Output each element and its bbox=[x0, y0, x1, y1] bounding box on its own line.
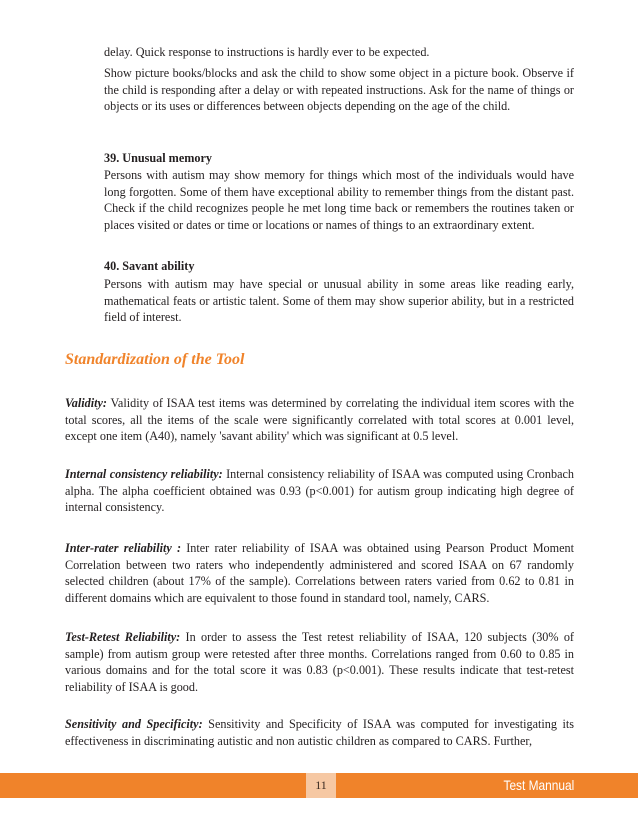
sensitivity-paragraph bbox=[65, 716, 574, 749]
internal-consistency-term: Internal consistency reliability: bbox=[65, 467, 223, 481]
continuation-line: delay. Quick response to instructions is hardly ever to be expected. bbox=[104, 45, 430, 59]
internal-consistency-paragraph bbox=[65, 466, 574, 516]
continuation-paragraph: Show picture books/blocks and ask the child to show some object in a picture book. Observe if the child is responding after a delay or with repeated instructions. Ask for the name of things or objects or its uses or differences between objects depending on the age of the child. bbox=[104, 66, 574, 113]
validity-paragraph bbox=[65, 395, 574, 445]
validity-term: Validity: bbox=[65, 396, 107, 410]
footer-label: Test Mannual bbox=[503, 777, 574, 793]
footer-bar bbox=[0, 773, 638, 798]
section-title: Standardization of the Tool bbox=[65, 351, 245, 368]
sensitivity-text: Sensitivity and Specificity of ISAA was computed for investigating its effectiveness in discriminating autistic and non autistic children as compared to CARS. Further, bbox=[65, 717, 574, 748]
test-retest-paragraph bbox=[65, 629, 574, 695]
test-retest-text: In order to assess the Test retest reliability of ISAA, 120 subjects (30% of sample) from autism group were retested after three months. Correlations ranged from 0.60 to 0.85 in various domains and for the total score it was 0.83 (p<0.001). These results indicate that test-retest reliability of ISAA is good. bbox=[65, 630, 574, 694]
inter-rater-text: Inter rater reliability of ISAA was obtained using Pearson Product Moment Correlation between two raters who independently administered and scored ISAA on 67 randomly selected children (about 17% of the sample). Correlations between raters varied from 0.62 to 0.81 in different domains which are equivalent to those found in standard tool, namely, CARS. bbox=[65, 541, 574, 605]
internal-consistency-text: Internal consistency reliability of ISAA was computed using Cronbach alpha. The alpha coefficient obtained was 0.93 (p<0.001) for autism group indicating high degree of internal consistency. bbox=[65, 467, 574, 514]
test-retest-term: Test-Retest Reliability: bbox=[65, 630, 181, 644]
inter-rater-paragraph bbox=[65, 540, 574, 606]
sensitivity-term: Sensitivity and Specificity: bbox=[65, 717, 203, 731]
inter-rater-term: Inter-rater reliability : bbox=[65, 541, 182, 555]
item-39-heading: 39. Unusual memory bbox=[104, 151, 212, 165]
validity-text: Validity of ISAA test items was determined by correlating the individual item scores with the total scores, all the items of the scale were significantly correlated with total scores at 0.001 level, except one item (A40), namely 'savant ability' which was significant at 0.5 level. bbox=[65, 396, 574, 443]
item-39-text: Persons with autism may show memory for things which most of the individuals would have long forgotten. Some of them have exceptional ability to remember things from the distant past. Check if the child recognizes people he met long time back or remembers the routines taken or places visited or dates or time or locations or names of things to an extraordinary extent. bbox=[104, 168, 574, 232]
item-40-text: Persons with autism may have special or unusual ability in some areas like reading early, mathematical feats or artistic talent. Some of them may show superior ability, but in a restricted field of interest. bbox=[104, 277, 574, 324]
page-number: 11 bbox=[306, 773, 336, 798]
item-40-heading: 40. Savant ability bbox=[104, 259, 195, 273]
